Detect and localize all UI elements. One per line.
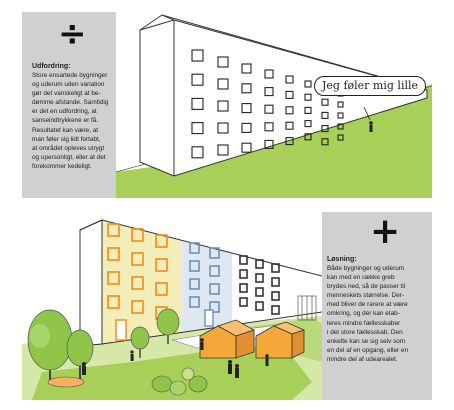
- problem-illustration: [22, 12, 432, 198]
- person: [82, 362, 86, 375]
- entrance-door: [116, 320, 126, 340]
- speech-bubble: Jeg føler mig lille: [314, 76, 426, 96]
- bush: [152, 376, 172, 392]
- sandbox: [48, 377, 84, 387]
- person: [235, 364, 239, 378]
- solution-text: Både bygninger og uderum kan med en række greb brydes ned, så de passer til menneskets størrelse. Der- med bliver de rarere at være omkring, og der kan etab- leres mindre fællesskaber i det store fællesskab. Den enkelte kan se sig selv som en del af en opgang, eller en mindre del af udearealet.: [327, 265, 409, 363]
- solution-sidebar: [322, 212, 432, 400]
- problem-heading: Udfordring:: [32, 63, 71, 70]
- solution-illustration: [22, 212, 322, 400]
- divide-icon: ÷: [58, 14, 87, 54]
- bush: [170, 381, 186, 395]
- person: [200, 338, 204, 350]
- plus-icon: +: [370, 212, 401, 252]
- problem-panel: [22, 12, 432, 198]
- entrance-door: [205, 310, 213, 326]
- solution-heading: Løsning:: [327, 256, 357, 263]
- person: [130, 350, 133, 361]
- small-person: [369, 121, 373, 132]
- problem-text: Store ensartede bygninger og uderum uden variation gør det vanskeligt at be- dømme afstande. Samtidig er det en udfordring, at sanseindtrykkene er få. Resultatet kan være, at man føler sig lidt fortabt, at området opleves utrygt og upersonligt, eller at det forekommer kedeligt.: [32, 72, 109, 170]
- person: [228, 360, 232, 374]
- bush: [182, 368, 194, 380]
- solution-panel: [22, 212, 432, 400]
- person: [265, 354, 269, 366]
